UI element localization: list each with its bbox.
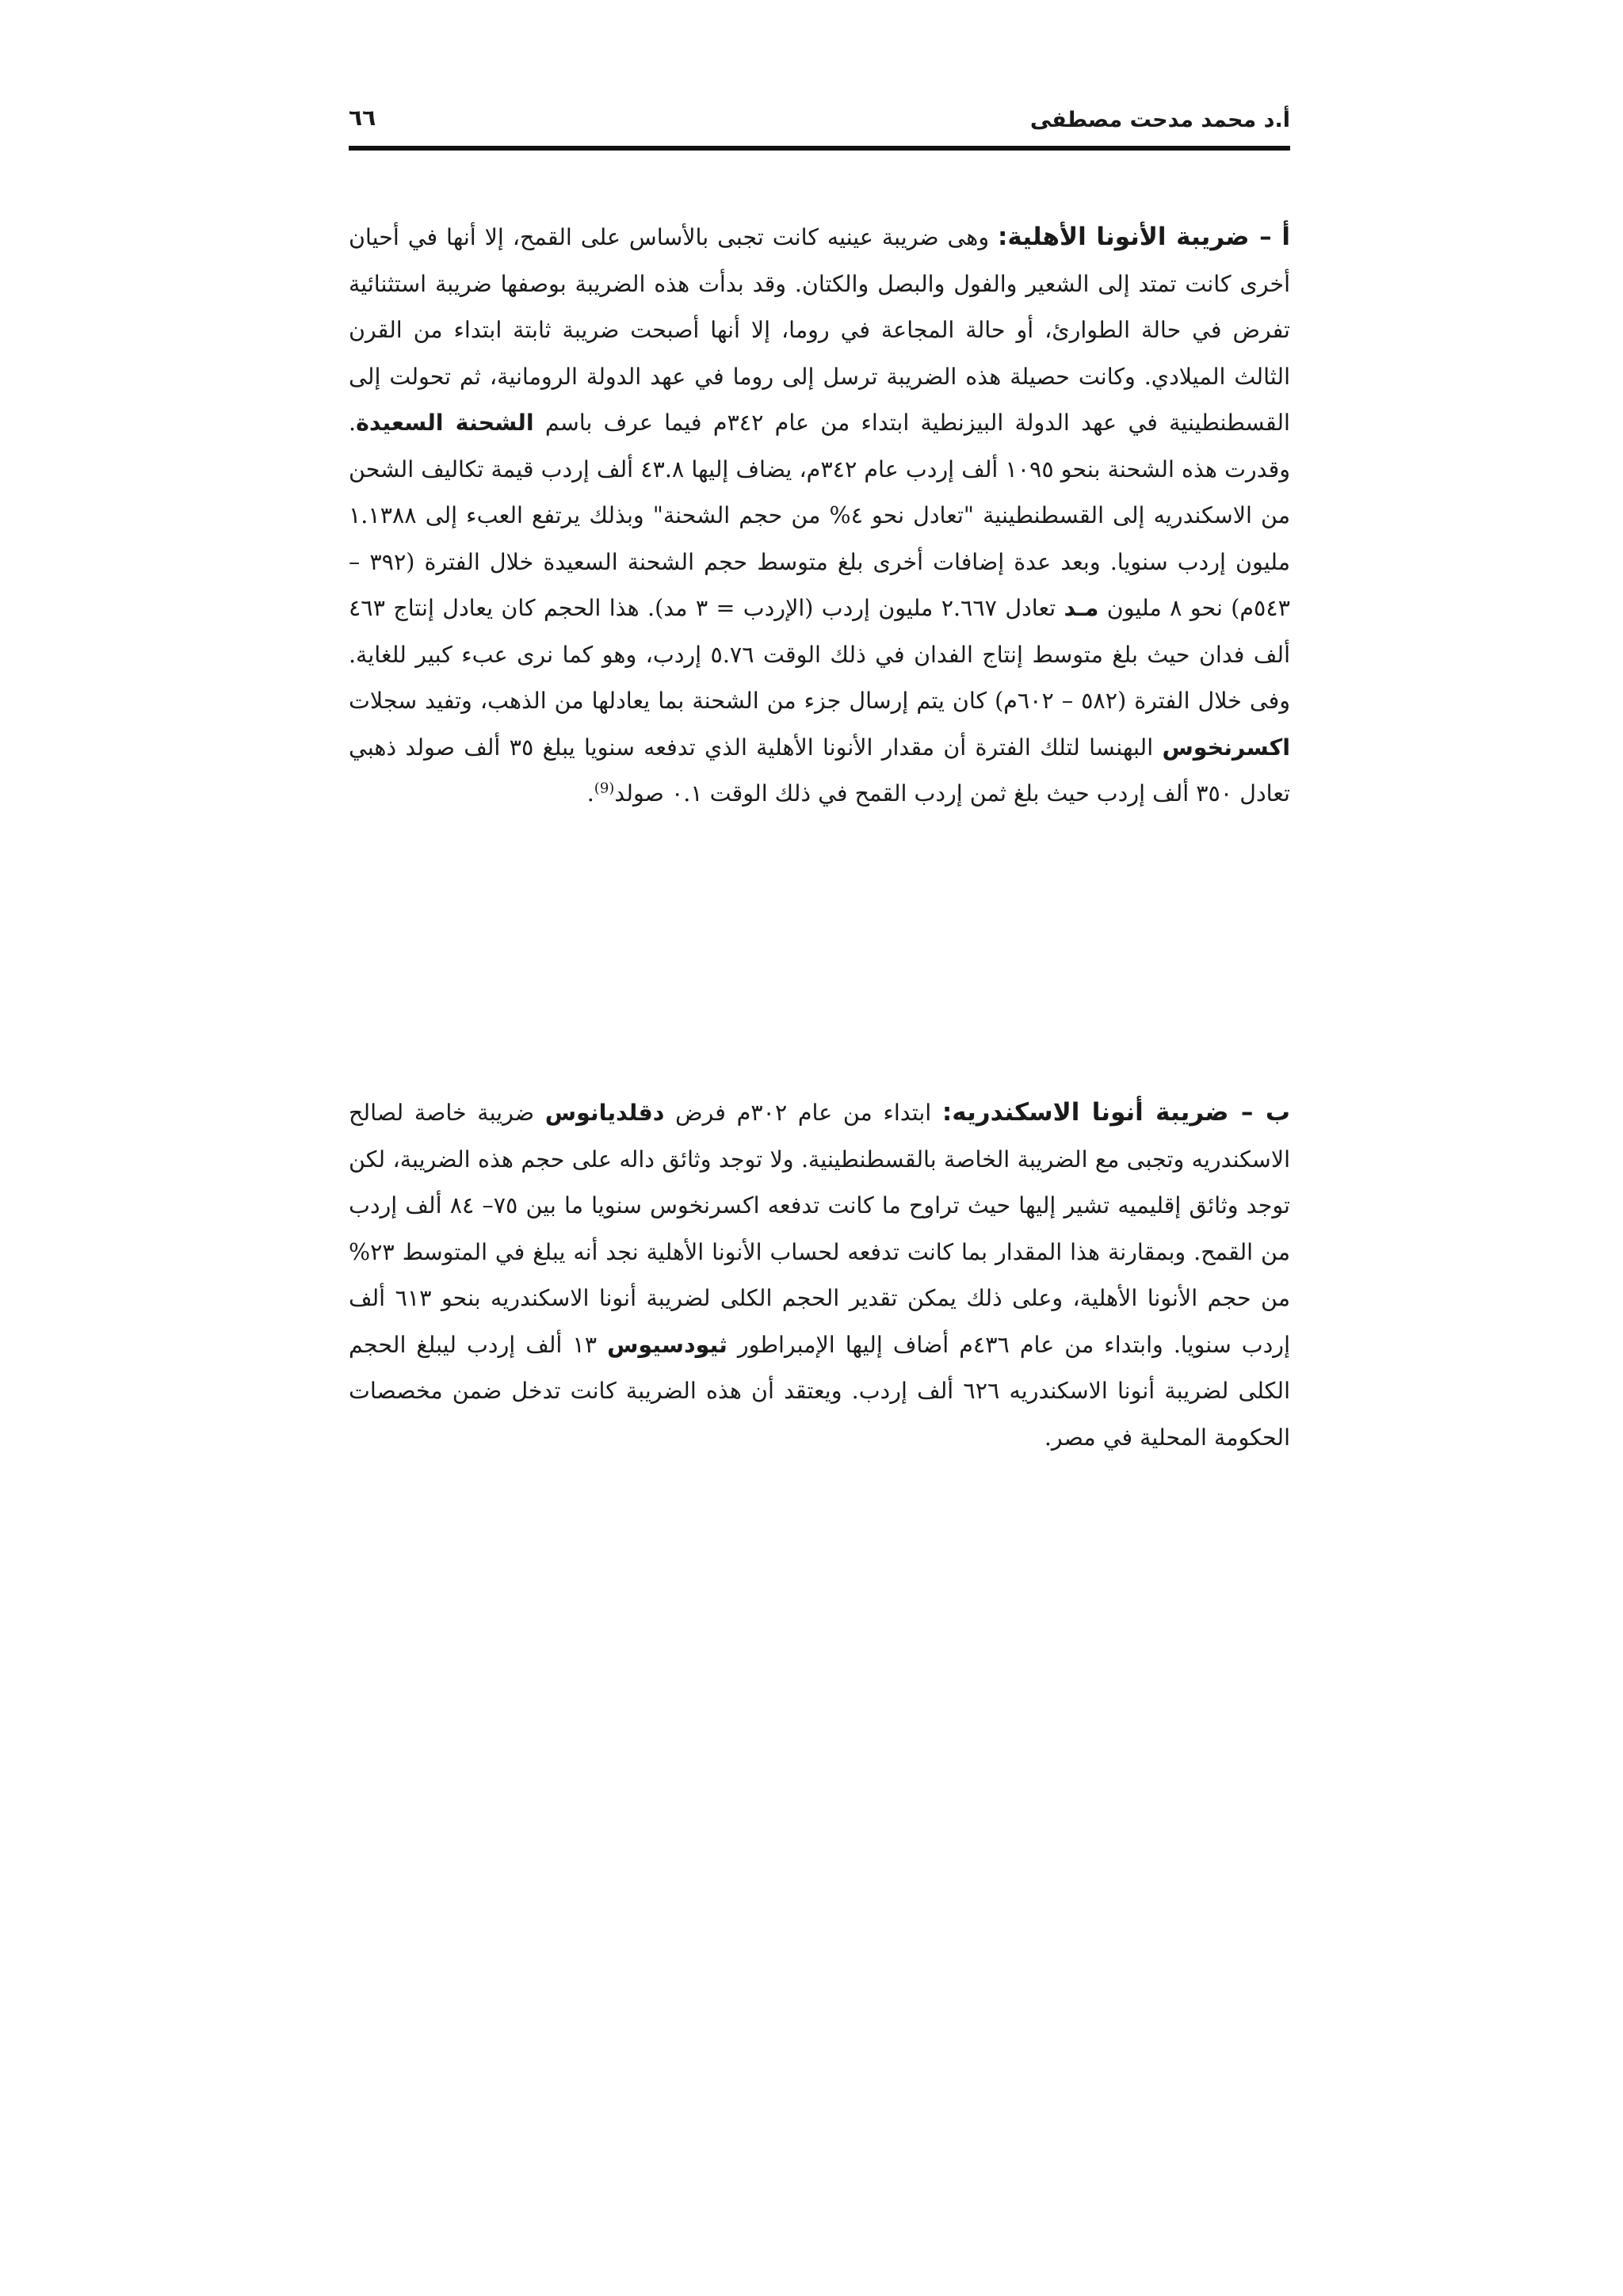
section-b-text-3: ١٣ ألف إردب ليبلغ الحجم الكلى لضريبة أنونا الاسكندريه ٦٢٦ ألف إردب. ويعتقد أن هذه الضريبة كانت تدخل ضمن مخصصات الحكومة المحلية في مصر.: [349, 1331, 1291, 1451]
section-a-text-4: البهنسا لتلك الفترة أن مقدار الأنونا الأهلية الذي تدفعه سنويا يبلغ ٣٥ ألف صولد ذهبي تعادل ٣٥٠ ألف إردب حيث بلغ ثمن إردب القمح في ذلك الوقت ٠.١ صولد: [349, 734, 1290, 807]
section-b-bold-2: ثيودسيوس: [607, 1331, 727, 1358]
header-author: أ.د محمد مدحت مصطفى: [1029, 108, 1290, 132]
section-a-bold-3: اكسرنخوس: [1162, 734, 1290, 761]
section-a-text-1: وهى ضريبة عينيه كانت تجبى بالأساس على القمح، إلا أنها في أحيان أخرى كانت تمتد إلى الشعير والفول والبصل والكتان. وقد بدأت هذه الضريبة بوصفها ضريبة استثنائية تفرض في حالة الطوارئ، أو حالة المجاعة في روما، إلا أنها أصبحت ضريبة ثابتة ابتداء من القرن الثالث الميلادي. وكانت حصيلة هذه الضريبة ترسل إلى روما في عهد الدولة الرومانية، ثم تحولت إلى القسطنطينية في عهد الدولة البيزنطية ابتداء من عام ٣٤٢م فيما عرف باسم: [349, 224, 1290, 436]
section-b-bold-1: دقلديانوس: [544, 1100, 665, 1126]
section-a-label: أ –: [1249, 223, 1290, 251]
section-b-text-1: ابتداء من عام ٣٠٢م فرض: [664, 1100, 942, 1126]
section-a-title: ضريبة الأنونا الأهلية:: [998, 223, 1250, 251]
section-a-text-3: تعادل ٢.٦٦٧ مليون إردب (الإردب = ٣ مد). هذا الحجم كان يعادل إنتاج ٤٦٣ ألف فدان حيث بلغ متوسط إنتاج الفدان في ذلك الوقت ٥.٧٦ إردب، وهو كما نرى عبء كبير للغاية. وفى خلال الفترة (٥٨٢ – ٦٠٢م) كان يتم إرسال جزء من الشحنة بما يعادلها من الذهب، وتفيد سجلات: [349, 595, 1291, 714]
section-b-text-2: ضريبة خاصة لصالح الاسكندريه وتجبى مع الضريبة الخاصة بالقسطنطينية. ولا توجد وثائق داله على حجم هذه الضريبة، لكن توجد وثائق إقليميه تشير إليها حيث تراوح ما كانت تدفعه اكسرنخوس سنويا ما بين ٧٥– ٨٤ ألف إردب من القمح. وبمقارنة هذا المقدار بما كانت تدفعه لحساب الأنونا الأهلية نجد أنه يبلغ في المتوسط ٢٣% من حجم الأنونا الأهلية، وعلى ذلك يمكن تقدير الحجم الكلى لضريبة أنونا الاسكندريه بنحو ٦١٣ ألف إردب سنويا. وابتداء من عام ٤٣٦م أضاف إليها الإمبراطور: [349, 1100, 1290, 1358]
section-b-label: ب –: [1228, 1098, 1290, 1127]
paragraph-anona-civica: [349, 214, 1290, 818]
page-number: ٦٦: [349, 105, 376, 131]
section-a-bold-2: مـد: [1064, 595, 1099, 621]
footnote-marker: (9): [594, 780, 615, 797]
section-a-text-5: .: [586, 780, 594, 807]
section-b-title: ضريبة أنونا الاسكندريه:: [941, 1098, 1229, 1127]
section-a-text-2: . وقدرت هذه الشحنة بنحو ١٠٩٥ ألف إردب عام ٣٤٢م، يضاف إليها ٤٣.٨ ألف إردب قيمة تكاليف الشحن من الاسكندريه إلى القسطنطينية "تعادل نحو ٤% من حجم الشحنة" وبذلك يرتفع العبء إلى ١.١٣٨٨ مليون إردب سنويا. وبعد عدة إضافات أخرى بلغ متوسط حجم الشحنة السعيدة خلال الفترة (٣٩٢ – ٥٤٣م) نحو ٨ مليون: [349, 410, 1291, 621]
header-rule: [349, 146, 1290, 151]
paragraph-anona-alexandria: [349, 1089, 1290, 1461]
section-a-bold-1: الشحنة السعيدة: [356, 410, 534, 436]
running-header: [349, 93, 1290, 143]
